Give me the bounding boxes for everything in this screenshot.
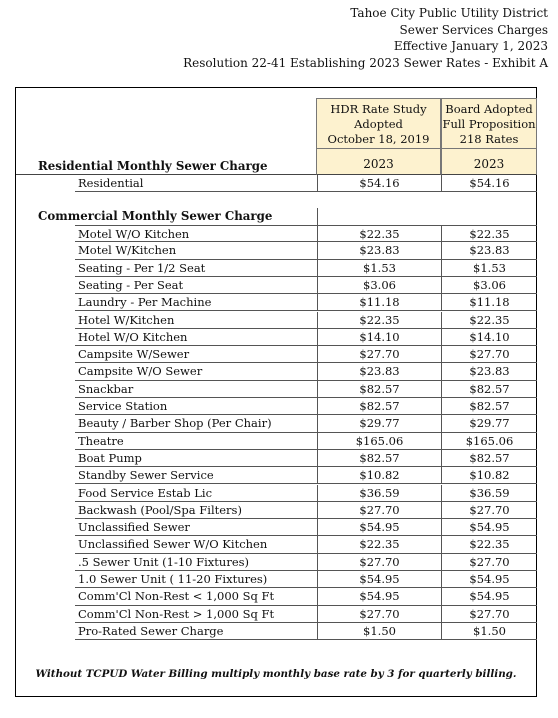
footnote: Without TCPUD Water Billing multiply monthly base rate by 3 for quarterly billing. — [35, 668, 517, 680]
row-hdr-rate: $82.57 — [317, 450, 441, 466]
row-board-rate: $1.53 — [441, 260, 537, 276]
table-row — [75, 519, 537, 536]
row-board-rate: $3.06 — [441, 277, 537, 293]
table-row — [75, 346, 537, 363]
table-row — [75, 554, 537, 571]
row-label: Motel W/O Kitchen — [78, 227, 190, 241]
row-hdr-rate: $14.10 — [317, 329, 441, 345]
row-hdr-rate: $10.82 — [317, 467, 441, 483]
row-board-rate: $23.83 — [441, 363, 537, 379]
row-hdr-rate: $1.50 — [317, 623, 441, 639]
row-hdr-rate: $22.35 — [317, 226, 441, 241]
row-label: Boat Pump — [78, 450, 142, 465]
row-hdr-rate: $27.70 — [317, 346, 441, 362]
row-label: Motel W/Kitchen — [78, 243, 177, 258]
table-row — [75, 225, 537, 242]
row-label: Campsite W/O Sewer — [78, 364, 203, 379]
document-subtitle: Sewer Services Charges — [399, 22, 548, 37]
resolution-title: Resolution 22-41 Establishing 2023 Sewer Rates - Exhibit A — [183, 55, 548, 70]
row-board-rate: $27.70 — [441, 346, 537, 362]
year-board: 2023 — [441, 149, 537, 175]
district-name: Tahoe City Public Utility District — [350, 6, 548, 20]
row-board-rate: $27.70 — [441, 502, 537, 518]
table-row — [75, 606, 537, 623]
column-header-board: Board Adopted Full Proposition 218 Rates — [441, 98, 537, 149]
row-hdr-rate: $22.35 — [317, 312, 441, 328]
table-row — [75, 294, 537, 311]
table-row — [75, 536, 537, 553]
table-row — [75, 485, 537, 502]
row-label: Hotel W/O Kitchen — [78, 329, 188, 344]
table-row — [75, 588, 537, 605]
row-label: Pro-Rated Sewer Charge — [78, 623, 224, 638]
table-row — [75, 571, 537, 588]
row-board-rate: $22.35 — [441, 536, 537, 552]
table-row — [75, 242, 537, 259]
column-header-hdr: HDR Rate Study Adopted October 18, 2019 — [316, 98, 441, 149]
row-hdr-rate: $54.95 — [317, 588, 441, 604]
table-row — [75, 260, 537, 277]
row-hdr-rate: $36.59 — [317, 485, 441, 501]
row-hdr-rate: $27.70 — [317, 502, 441, 518]
table-row — [75, 623, 537, 640]
row-label: Service Station — [78, 399, 168, 413]
table-row — [75, 312, 537, 329]
row-label: Seating - Per Seat — [78, 277, 184, 292]
row-board-rate: $82.57 — [441, 450, 537, 466]
row-label: Theatre — [78, 433, 124, 448]
row-board-rate: $36.59 — [441, 485, 537, 501]
row-board-rate: $54.95 — [441, 571, 537, 587]
table-row — [75, 277, 537, 294]
row-label: 1.0 Sewer Unit ( 11-20 Fixtures) — [78, 572, 268, 586]
row-label: Beauty / Barber Shop (Per Chair) — [78, 416, 272, 431]
row-board-rate: $27.70 — [441, 554, 537, 570]
row-hdr-rate: $54.95 — [317, 519, 441, 535]
rate-table — [15, 87, 537, 697]
row-board-rate: $10.82 — [441, 467, 537, 483]
row-hdr-rate: $165.06 — [317, 433, 441, 449]
row-hdr-rate: $27.70 — [317, 554, 441, 570]
row-hdr-rate: $29.77 — [317, 415, 441, 431]
row-label: Unclassified Sewer W/O Kitchen — [78, 537, 268, 552]
row-board-rate: $82.57 — [441, 398, 537, 414]
row-label: Campsite W/Sewer — [78, 347, 190, 362]
row-label: Comm'Cl Non-Rest > 1,000 Sq Ft — [78, 606, 275, 621]
column-divider — [317, 208, 318, 225]
row-label: Standby Sewer Service — [78, 468, 214, 483]
row-board-rate: $1.50 — [441, 623, 537, 639]
row-label: Snackbar — [78, 381, 134, 396]
row-board-rate: $82.57 — [441, 381, 537, 397]
table-row — [75, 398, 537, 415]
table-row — [75, 329, 537, 346]
row-board-rate: $14.10 — [441, 329, 537, 345]
row-board-rate: $23.83 — [441, 242, 537, 258]
row-label: .5 Sewer Unit (1-10 Fixtures) — [78, 554, 250, 569]
table-row — [75, 175, 537, 192]
row-board-rate: $22.35 — [441, 312, 537, 328]
row-label: Food Service Estab Lic — [78, 485, 213, 500]
row-label: Residential — [78, 176, 144, 190]
row-hdr-rate: $54.95 — [317, 571, 441, 587]
row-hdr-rate: $82.57 — [317, 398, 441, 414]
row-hdr-rate: $1.53 — [317, 260, 441, 276]
table-row — [75, 450, 537, 467]
row-board-rate: $54.95 — [441, 588, 537, 604]
table-row — [75, 502, 537, 519]
row-label: Unclassified Sewer — [78, 520, 190, 535]
row-label: Hotel W/Kitchen — [78, 312, 175, 327]
row-hdr-rate: $82.57 — [317, 381, 441, 397]
row-label: Laundry - Per Machine — [78, 295, 212, 310]
row-hdr-rate: $23.83 — [317, 363, 441, 379]
row-board-rate: $29.77 — [441, 415, 537, 431]
row-board-rate: $22.35 — [441, 226, 537, 241]
year-hdr: 2023 — [316, 149, 441, 175]
row-label: Seating - Per 1/2 Seat — [78, 260, 206, 275]
table-row — [75, 415, 537, 432]
row-board-rate: $54.16 — [441, 175, 537, 191]
row-board-rate: $11.18 — [441, 294, 537, 310]
table-row — [75, 381, 537, 398]
row-hdr-rate: $54.16 — [317, 175, 441, 191]
row-board-rate: $165.06 — [441, 433, 537, 449]
row-hdr-rate: $23.83 — [317, 242, 441, 258]
commercial-section-title: Commercial Monthly Sewer Charge — [38, 209, 273, 223]
row-hdr-rate: $27.70 — [317, 606, 441, 622]
row-label: Comm'Cl Non-Rest < 1,000 Sq Ft — [78, 589, 275, 604]
table-row — [75, 433, 537, 450]
row-board-rate: $54.95 — [441, 519, 537, 535]
residential-section-title: Residential Monthly Sewer Charge — [38, 159, 268, 173]
table-row — [75, 467, 537, 484]
row-hdr-rate: $3.06 — [317, 277, 441, 293]
row-hdr-rate: $22.35 — [317, 536, 441, 552]
table-row — [75, 363, 537, 380]
effective-date: Effective January 1, 2023 — [393, 39, 548, 53]
row-label: Backwash (Pool/Spa Filters) — [78, 502, 242, 517]
row-hdr-rate: $11.18 — [317, 294, 441, 310]
document-header — [183, 5, 548, 71]
row-board-rate: $27.70 — [441, 606, 537, 622]
